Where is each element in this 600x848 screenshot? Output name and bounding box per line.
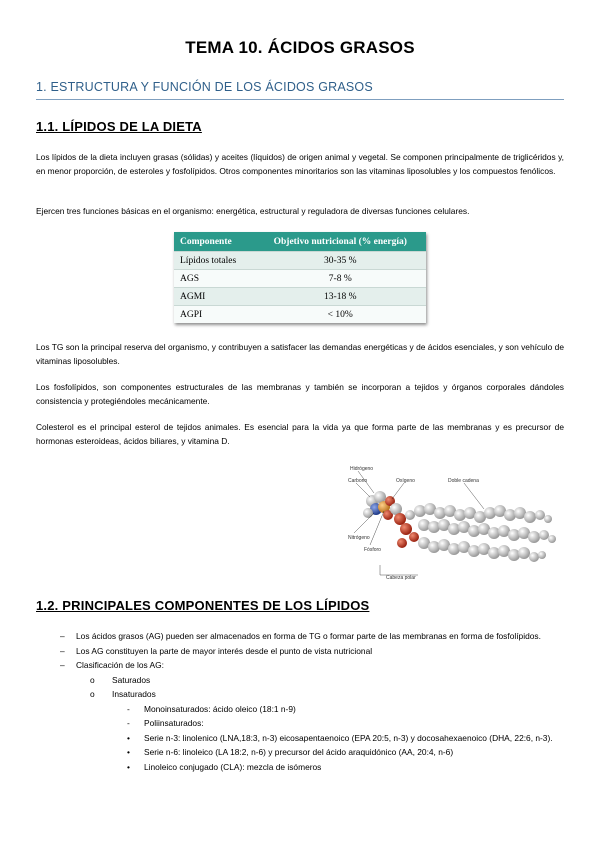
list-item-text: Clasificación de los AG: (76, 660, 164, 670)
label-oxygen: Oxígeno (396, 478, 415, 484)
list-item (36, 674, 564, 687)
list-item-text: Los ácidos grasos (AG) pueden ser almacenados en forma de TG o formar parte de las membranas en forma de fosfolípidos. (76, 631, 541, 641)
label-hydrogen: Hidrógeno (350, 466, 374, 472)
page-title: TEMA 10. ÁCIDOS GRASOS (185, 38, 415, 57)
list-item-text: Linoleico conjugado (CLA): mezcla de isómeros (144, 761, 322, 772)
dash-marker: – (60, 645, 65, 656)
label-double-bond: Doble cadena (448, 478, 479, 484)
list-item (36, 717, 564, 730)
paragraph-triglycerides: Los TG son la principal reserva del organismo, y contribuyen a satisfacer las demandas energéticas y de ácidos esenciales, y son vehículo de vitaminas liposolubles. (36, 342, 564, 366)
section-heading: 1. ESTRUCTURA Y FUNCIÓN DE LOS ÁCIDOS GRASOS (36, 80, 564, 100)
molecule-atoms (363, 491, 556, 562)
table-row (174, 288, 426, 306)
table-row (174, 252, 426, 270)
circle-marker: o (90, 674, 95, 685)
paragraph-dietary-lipids: Los lípidos de la dieta incluyen grasas (sólidas) y aceites (líquidos) de origen animal y vegetal. Se componen principalmente de triglicéridos y, en menor proporción, de esteroles y fosfolípidos. Otros componentes minoritarios son las vitaminas liposolubles y los compuestos fenólicos. (36, 152, 564, 176)
label-carbon: Carbono (348, 478, 368, 484)
table-header-component: Componente (174, 232, 255, 252)
paragraph-functions: Ejercen tres funciones básicas en el organismo: energética, estructural y reguladora de diversas funciones celulares. (36, 206, 470, 216)
label-polar-head: Cabeza polar (386, 575, 416, 581)
label-nitrogen: Nitrógeno (348, 535, 370, 541)
list-item (36, 732, 564, 745)
nutrition-table (174, 232, 426, 323)
table-cell: 13-18 % (255, 288, 426, 306)
list-item (36, 630, 564, 643)
components-list (36, 630, 564, 773)
table-cell: 7-8 % (255, 270, 426, 288)
bullet-marker: • (127, 732, 130, 743)
table-cell: AGPI (174, 306, 255, 324)
table-cell: AGMI (174, 288, 255, 306)
hyphen-marker: - (127, 718, 130, 728)
dash-marker: – (60, 631, 65, 641)
table-cell: AGS (174, 270, 255, 288)
subsection-heading-main-components: 1.2. PRINCIPALES COMPONENTES DE LOS LÍPIDOS (36, 598, 370, 613)
list-item-text: Insaturados (112, 689, 156, 699)
table-header-target: Objetivo nutricional (% energía) (255, 232, 426, 252)
list-item-text: Poliinsaturados: (144, 718, 204, 728)
table-row (174, 306, 426, 324)
phospholipid-molecule-figure (344, 463, 564, 581)
list-item (36, 688, 564, 701)
list-item (36, 645, 564, 658)
list-item (36, 703, 564, 716)
list-item (36, 659, 564, 672)
list-item-text: Serie n-3: linolenico (LNA,18:3, n-3) eicosapentaenoico (EPA 20:5, n-3) y docosahexaenoico (DHA, 22:6, n-3). (144, 732, 553, 743)
table-cell: < 10% (255, 306, 426, 324)
table-row (174, 270, 426, 288)
circle-marker: o (90, 689, 95, 699)
list-item (36, 761, 564, 774)
bullet-marker: • (127, 747, 130, 757)
paragraph-cholesterol: Colesterol es el principal esterol de tejidos animales. Es esencial para la vida ya que forma parte de las membranas y es precursor de hormonas esteroideas, ácidos biliares, y vitamina D. (36, 422, 564, 446)
hyphen-marker: - (127, 703, 130, 714)
table-header-row (174, 232, 426, 252)
table-cell: 30-35 % (255, 252, 426, 270)
list-item-text: Saturados (112, 674, 151, 685)
table-cell: Lípidos totales (174, 252, 255, 270)
list-item-text: Monoinsaturados: ácido oleico (18:1 n-9) (144, 703, 296, 714)
subsection-heading-dietary-lipids: 1.1. LÍPIDOS DE LA DIETA (36, 119, 202, 134)
list-item-text: Serie n-6: linoleico (LA 18:2, n-6) y precursor del ácido araquidónico (AA, 20:4, n-6) (144, 747, 454, 757)
bullet-marker: • (127, 761, 130, 772)
dash-marker: – (60, 660, 65, 670)
list-item (36, 746, 564, 759)
label-phosphorus: Fósforo (364, 547, 381, 553)
paragraph-phospholipids: Los fosfolípidos, son componentes estructurales de las membranas y también se incorporan a tejidos y órganos corporales dándoles consistencia y protegiéndoles mecánicamente. (36, 382, 564, 406)
list-item-text: Los AG constituyen la parte de mayor interés desde el punto de vista nutricional (76, 645, 373, 656)
